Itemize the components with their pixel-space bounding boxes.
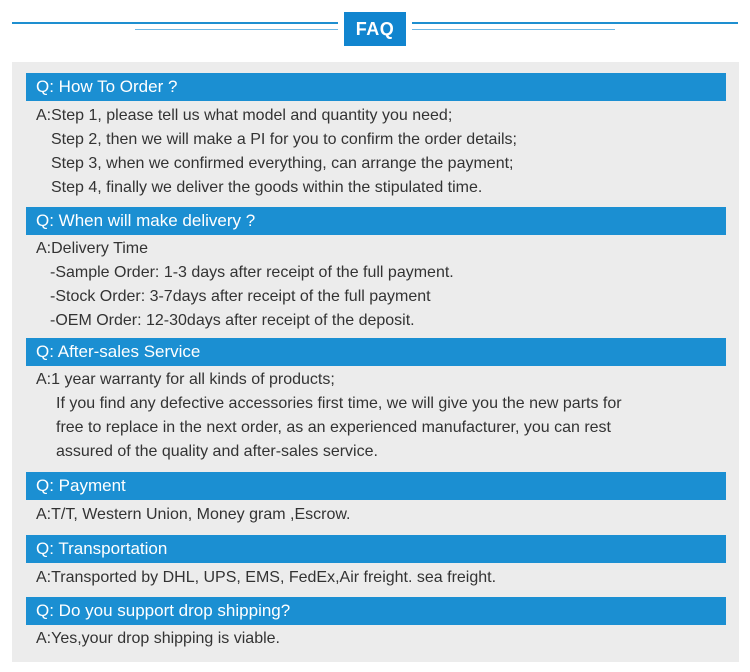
answer-line: A:T/T, Western Union, Money gram ,Escrow. (36, 506, 351, 523)
faq-question-drop-shipping: Q: Do you support drop shipping? (26, 597, 726, 625)
faq-header (0, 0, 750, 56)
faq-answer-payment (36, 503, 350, 527)
faq-question-delivery: Q: When will make delivery ? (26, 207, 726, 235)
faq-answer-after-sales (36, 368, 622, 464)
answer-line: -Sample Order: 1-3 days after receipt of the full payment. (50, 264, 454, 281)
answer-line: assured of the quality and after-sales service. (56, 443, 378, 460)
faq-answer-transportation (36, 566, 496, 590)
answer-line: A:Step 1, please tell us what model and quantity you need; (36, 107, 453, 124)
faq-title-badge: FAQ (344, 12, 406, 46)
answer-line: -Stock Order: 3-7days after receipt of the full payment (50, 288, 431, 305)
answer-line: A:Yes,your drop shipping is viable. (36, 630, 280, 647)
faq-question-after-sales: Q: After-sales Service (26, 338, 726, 366)
answer-line: A:Transported by DHL, UPS, EMS, FedEx,Air freight. sea freight. (36, 569, 497, 586)
faq-answer-delivery (36, 237, 454, 333)
answer-line: -OEM Order: 12-30days after receipt of the deposit. (50, 312, 415, 329)
answer-line: A:1 year warranty for all kinds of products; (36, 371, 335, 388)
faq-question-order: Q: How To Order ? (26, 73, 726, 101)
header-rule-right-bottom (412, 29, 615, 30)
header-rule-left-bottom (135, 29, 338, 30)
faq-answer-order (36, 104, 517, 200)
header-rule-left-top (12, 22, 338, 24)
faq-question-transportation: Q: Transportation (26, 535, 726, 563)
answer-line: Step 3, when we confirmed everything, can arrange the payment; (51, 155, 514, 172)
answer-line: free to replace in the next order, as an experienced manufacturer, you can rest (56, 419, 611, 436)
faq-answer-drop-shipping (36, 627, 280, 651)
faq-question-payment: Q: Payment (26, 472, 726, 500)
header-rule-right-top (412, 22, 738, 24)
answer-line: Step 2, then we will make a PI for you to confirm the order details; (51, 131, 517, 148)
answer-line: If you find any defective accessories first time, we will give you the new parts for (56, 395, 622, 412)
answer-line: Step 4, finally we deliver the goods within the stipulated time. (51, 179, 483, 196)
answer-line: A:Delivery Time (36, 240, 149, 257)
